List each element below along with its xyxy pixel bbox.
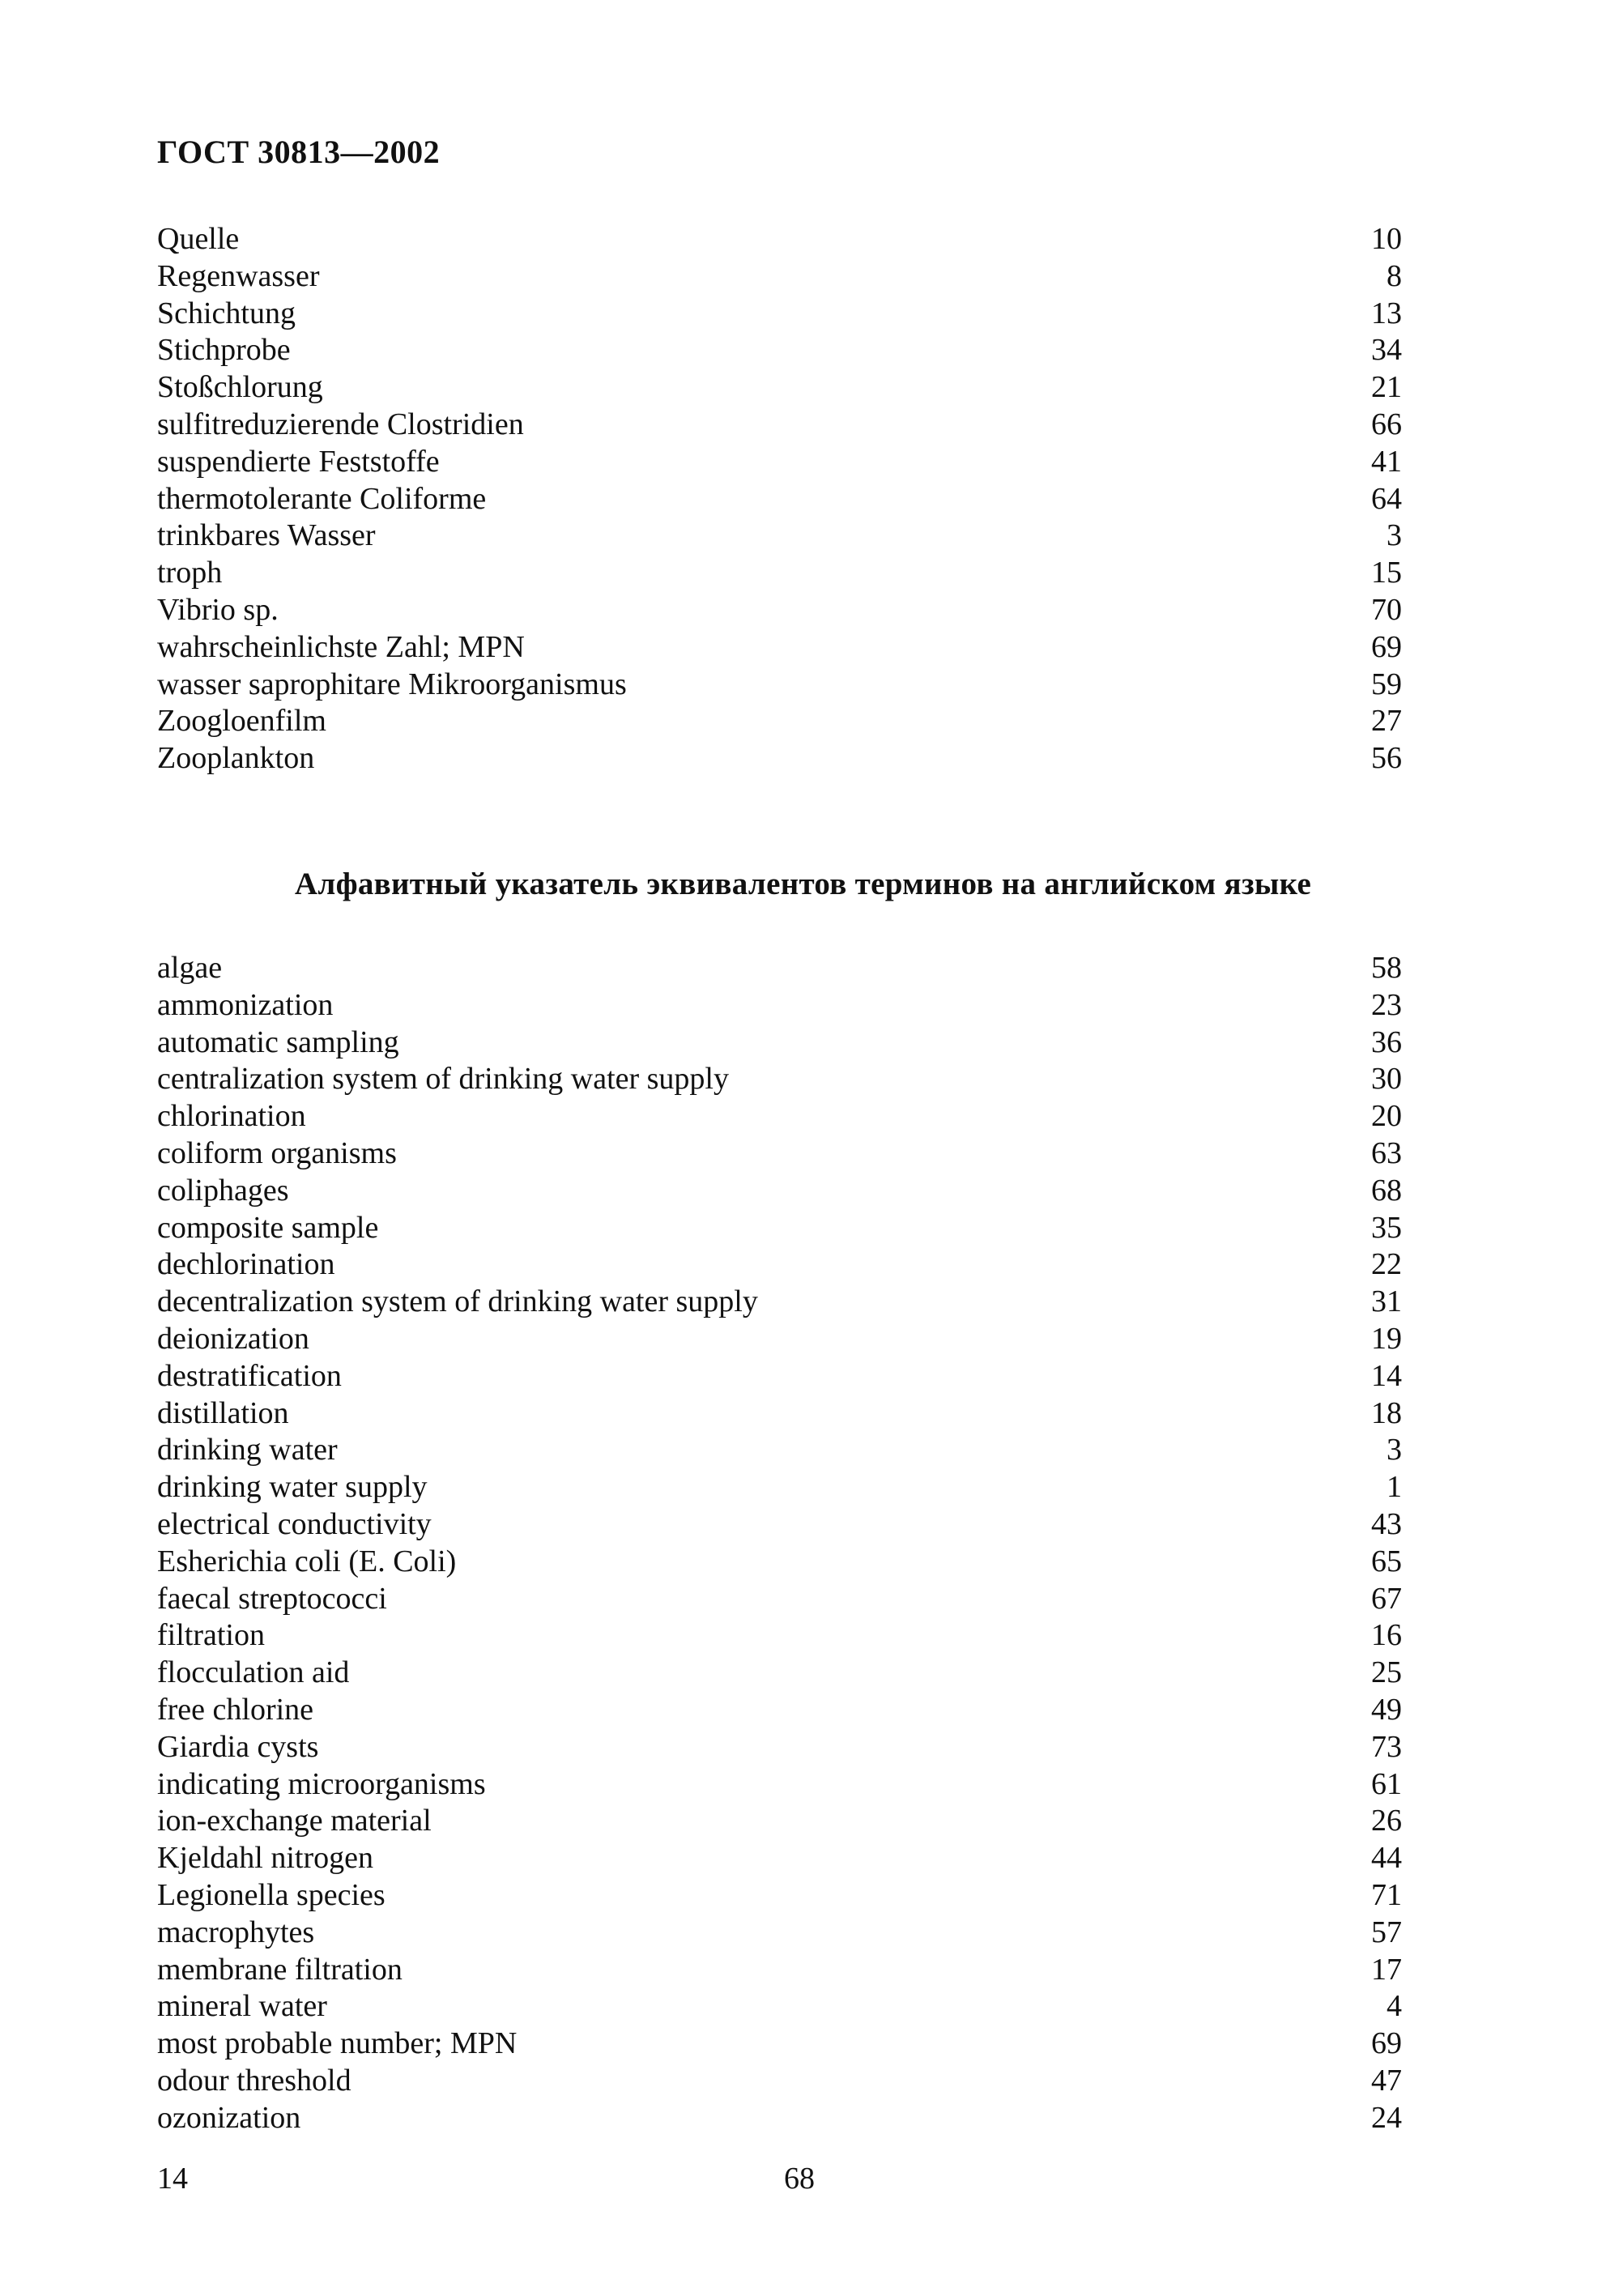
index-entry <box>157 1952 1402 1989</box>
index-number: 30 <box>1371 1062 1402 1097</box>
index-entry <box>157 1581 1402 1618</box>
index-term: centralization system of drinking water supply <box>157 1062 729 1097</box>
index-number: 15 <box>1371 556 1402 590</box>
index-term: faecal streptococci <box>157 1581 387 1616</box>
index-term: odour threshold <box>157 2063 351 2098</box>
index-number: 4 <box>1387 1989 1402 2024</box>
index-entry <box>157 1135 1402 1173</box>
index-entry <box>157 987 1402 1024</box>
index-number: 63 <box>1371 1135 1402 1170</box>
index-term: ion-exchange material <box>157 1804 432 1838</box>
index-entry <box>157 1729 1402 1766</box>
index-entry <box>157 703 1402 740</box>
index-entry <box>157 2026 1402 2063</box>
index-term: drinking water <box>157 1433 338 1467</box>
index-number: 49 <box>1371 1692 1402 1727</box>
index-number: 56 <box>1371 741 1402 776</box>
index-number: 66 <box>1371 407 1402 441</box>
index-entry <box>157 1432 1402 1469</box>
index-number: 47 <box>1371 2063 1402 2098</box>
index-number: 17 <box>1371 1952 1402 1987</box>
index-number: 27 <box>1371 704 1402 739</box>
index-number: 61 <box>1371 1766 1402 1801</box>
index-term: algae <box>157 951 223 985</box>
index-number: 65 <box>1371 1544 1402 1578</box>
index-entry <box>157 1988 1402 2026</box>
index-entry <box>157 1544 1402 1581</box>
index-term: deionization <box>157 1321 309 1356</box>
footer-center-number: 68 <box>784 2162 815 2196</box>
index-term: Regenwasser <box>157 258 320 293</box>
index-term: flocculation aid <box>157 1655 350 1690</box>
index-term: thermotolerante Coliforme <box>157 481 487 516</box>
index-entry <box>157 221 1402 258</box>
page-header: ГОСТ 30813—2002 <box>157 134 441 170</box>
index-entry <box>157 407 1402 444</box>
index-term: Schichtung <box>157 296 296 330</box>
index-entry <box>157 1766 1402 1804</box>
index-term: indicating microorganisms <box>157 1766 486 1801</box>
index-number: 20 <box>1371 1099 1402 1134</box>
index-term: trinkbares Wasser <box>157 518 376 553</box>
index-term: coliphages <box>157 1173 289 1208</box>
index-entry <box>157 592 1402 629</box>
index-entry <box>157 1024 1402 1062</box>
index-term: chlorination <box>157 1099 306 1134</box>
index-number: 13 <box>1371 296 1402 330</box>
index-number: 10 <box>1371 222 1402 256</box>
index-term: Vibrio sp. <box>157 592 279 627</box>
index-number: 59 <box>1371 667 1402 701</box>
index-number: 24 <box>1371 2100 1402 2135</box>
english-index-list <box>157 950 1402 2137</box>
index-number: 58 <box>1371 951 1402 985</box>
index-term: membrane filtration <box>157 1952 403 1987</box>
index-entry <box>157 332 1402 369</box>
index-number: 43 <box>1371 1506 1402 1541</box>
index-number: 18 <box>1371 1395 1402 1430</box>
index-entry <box>157 1840 1402 1877</box>
index-number: 1 <box>1387 1470 1402 1505</box>
index-term: mineral water <box>157 1989 327 2024</box>
index-number: 21 <box>1371 370 1402 405</box>
german-index-list <box>157 221 1402 777</box>
index-number: 3 <box>1387 518 1402 553</box>
index-term: Esherichia coli (E. Coli) <box>157 1544 457 1578</box>
index-entry <box>157 2100 1402 2137</box>
index-term: suspendierte Feststoffe <box>157 444 440 479</box>
index-entry <box>157 1210 1402 1247</box>
index-entry <box>157 629 1402 667</box>
index-term: dechlorination <box>157 1247 335 1282</box>
index-number: 36 <box>1371 1024 1402 1059</box>
index-term: Kjeldahl nitrogen <box>157 1841 373 1876</box>
index-term: Stichprobe <box>157 333 291 368</box>
index-entry <box>157 296 1402 333</box>
index-entry <box>157 1246 1402 1284</box>
index-entry <box>157 740 1402 777</box>
index-term: Quelle <box>157 222 240 256</box>
index-entry <box>157 444 1402 481</box>
index-number: 22 <box>1371 1247 1402 1282</box>
index-number: 26 <box>1371 1804 1402 1838</box>
index-entry <box>157 667 1402 704</box>
index-term: automatic sampling <box>157 1024 399 1059</box>
index-entry <box>157 1617 1402 1655</box>
index-number: 34 <box>1371 333 1402 368</box>
index-entry <box>157 2063 1402 2100</box>
index-number: 35 <box>1371 1210 1402 1245</box>
index-term: Zooplankton <box>157 741 315 776</box>
index-term: drinking water supply <box>157 1470 428 1505</box>
index-term: coliform organisms <box>157 1135 397 1170</box>
index-number: 57 <box>1371 1915 1402 1949</box>
index-term: ammonization <box>157 987 334 1022</box>
index-number: 70 <box>1371 592 1402 627</box>
index-entry <box>157 1284 1402 1321</box>
index-number: 67 <box>1371 1581 1402 1616</box>
index-number: 23 <box>1371 987 1402 1022</box>
index-number: 31 <box>1371 1284 1402 1319</box>
index-number: 71 <box>1371 1877 1402 1912</box>
index-number: 41 <box>1371 444 1402 479</box>
index-number: 64 <box>1371 481 1402 516</box>
index-term: destratification <box>157 1358 342 1393</box>
index-entry <box>157 518 1402 555</box>
index-entry <box>157 1803 1402 1840</box>
index-term: distillation <box>157 1395 289 1430</box>
index-entry <box>157 369 1402 407</box>
index-entry <box>157 1655 1402 1692</box>
index-entry <box>157 1692 1402 1729</box>
index-term: most probable number; MPN <box>157 2026 518 2061</box>
index-number: 14 <box>1371 1358 1402 1393</box>
index-term: free chlorine <box>157 1692 314 1727</box>
index-term: composite sample <box>157 1210 379 1245</box>
index-number: 16 <box>1371 1618 1402 1653</box>
index-term: ozonization <box>157 2100 301 2135</box>
index-term: Zoogloenfilm <box>157 704 326 739</box>
index-entry <box>157 1173 1402 1210</box>
index-entry <box>157 1915 1402 1952</box>
index-number: 73 <box>1371 1729 1402 1764</box>
index-term: Legionella species <box>157 1877 386 1912</box>
index-number: 25 <box>1371 1655 1402 1690</box>
index-entry <box>157 1877 1402 1915</box>
index-number: 44 <box>1371 1841 1402 1876</box>
index-term: decentralization system of drinking water supply <box>157 1284 758 1319</box>
index-term: wahrscheinlichste Zahl; MPN <box>157 629 525 664</box>
index-entry <box>157 1506 1402 1544</box>
index-entry <box>157 950 1402 987</box>
index-entry <box>157 555 1402 592</box>
index-term: macrophytes <box>157 1915 315 1949</box>
section-title: Алфавитный указатель эквивалентов терминов на английском языке <box>294 867 1312 901</box>
index-entry <box>157 258 1402 296</box>
index-term: wasser saprophitare Mikroorganismus <box>157 667 627 701</box>
index-entry <box>157 1321 1402 1358</box>
index-term: Giardia cysts <box>157 1729 319 1764</box>
index-entry <box>157 481 1402 518</box>
index-number: 19 <box>1371 1321 1402 1356</box>
index-term: Stoßchlorung <box>157 370 323 405</box>
index-entry <box>157 1395 1402 1433</box>
index-entry <box>157 1469 1402 1506</box>
index-number: 68 <box>1371 1173 1402 1208</box>
index-term: sulfitreduzierende Clostridien <box>157 407 524 441</box>
page-number: 14 <box>157 2162 188 2196</box>
index-entry <box>157 1098 1402 1135</box>
index-term: troph <box>157 556 223 590</box>
index-number: 3 <box>1387 1433 1402 1467</box>
index-term: filtration <box>157 1618 265 1653</box>
index-number: 69 <box>1371 629 1402 664</box>
index-entry <box>157 1061 1402 1098</box>
index-term: electrical conductivity <box>157 1506 432 1541</box>
index-number: 8 <box>1387 258 1402 293</box>
index-number: 69 <box>1371 2026 1402 2061</box>
index-entry <box>157 1358 1402 1395</box>
